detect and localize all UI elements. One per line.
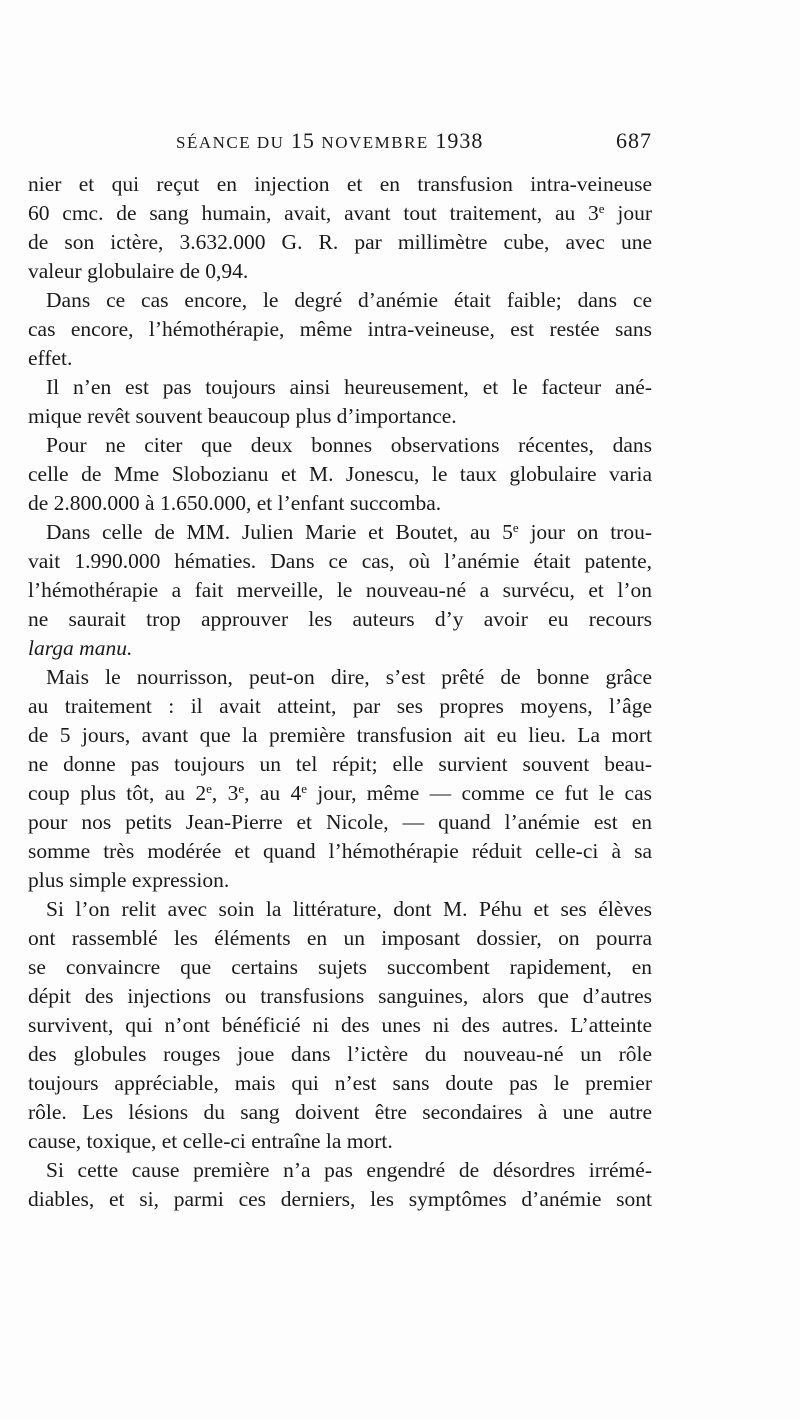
text-line: toujours appréciable, mais qui n’est sans doute pas le premier [28,1071,652,1095]
running-head [176,128,652,160]
superscript: e [206,781,212,796]
superscript: e [301,781,307,796]
running-title-month: NOVEMBRE [321,133,429,152]
italic-phrase: larga manu. [28,636,133,660]
running-title-year: 1938 [435,128,484,153]
text-line: rôle. Les lésions du sang doivent être secondaires à une autre [28,1100,652,1124]
text-segment: Dans celle de MM. Julien Marie et Boutet, au 5 [46,520,513,544]
text-line: nier et qui reçut en injection et en transfusion intra-veineuse [28,172,652,196]
body-text [28,170,652,1214]
text-line: Il n’en est pas toujours ainsi heureusement, et le facteur ané- [46,375,652,399]
text-line [28,199,652,228]
text-line: effet. [28,346,73,370]
text-segment: , 3 [211,781,239,805]
text-line: Pour ne citer que deux bonnes observations récentes, dans [46,433,652,457]
text-segment: jour [604,201,652,225]
text-line: l’hémothérapie a fait merveille, le nouveau-né a survécu, et l’on [28,578,652,602]
text-line: ont rassemblé les éléments en un imposant dossier, on pourra [28,926,652,950]
running-title-day: 15 [290,128,315,153]
text-line: Mais le nourrisson, peut-on dire, s’est prêté de bonne grâce [46,665,652,689]
text-line: mique revêt souvent beaucoup plus d’importance. [28,404,457,428]
text-line [28,634,652,663]
text-line: ne saurait trop approuver les auteurs d’y avoir eu recours [28,607,652,631]
text-line: diables, et si, parmi ces derniers, les symptômes d’anémie sont [28,1187,652,1211]
text-line: des globules rouges joue dans l’ictère du nouveau-né un rôle [28,1042,652,1066]
text-line: somme très modérée et quand l’hémothérapie réduit celle-ci à sa [28,839,652,863]
text-line: de 5 jours, avant que la première transfusion ait eu lieu. La mort [28,723,652,747]
superscript: e [598,201,605,216]
text-segment: jour, même — comme ce fut le cas [306,781,653,805]
text-line: au traitement : il avait atteint, par ses propres moyens, l’âge [28,694,652,718]
superscript: e [512,520,519,535]
text-line [28,779,652,808]
text-line: de son ictère, 3.632.000 G. R. par millimètre cube, avec une [28,230,652,254]
text-line: cause, toxique, et celle-ci entraîne la mort. [28,1129,393,1153]
text-line: pour nos petits Jean-Pierre et Nicole, — quand l’anémie est en [28,810,652,834]
text-line: dépit des injections ou transfusions sanguines, alors que d’autres [28,984,652,1008]
text-segment: 60 cmc. de sang humain, avait, avant tout traitement, au 3 [28,201,599,225]
text-line [28,518,652,547]
text-line: celle de Mme Slobozianu et M. Jonescu, le taux globulaire varia [28,462,652,486]
text-segment: , au 4 [244,781,302,805]
superscript: e [238,781,245,796]
text-line: de 2.800.000 à 1.650.000, et l’enfant succomba. [28,491,442,515]
text-line: se convaincre que certains sujets succombent rapidement, en [28,955,652,979]
text-line: cas encore, l’hémothérapie, même intra-veineuse, est restée sans [28,317,652,341]
text-line: Si cette cause première n’a pas engendré de désordres irrémé- [46,1158,652,1182]
text-segment: coup plus tôt, au 2 [28,781,207,805]
page-number: 687 [616,128,652,153]
text-line: Dans ce cas encore, le degré d’anémie était faible; dans ce [46,288,652,312]
text-segment: jour on trou- [518,520,652,544]
text-line: Si l’on relit avec soin la littérature, dont M. Péhu et ses élèves [46,897,652,921]
running-title-prefix: SÉANCE DU [176,133,285,152]
text-line: ne donne pas toujours un tel répit; elle survient souvent beau- [28,752,652,776]
text-line: valeur globulaire de 0,94. [28,259,249,283]
text-line: plus simple expression. [28,868,230,892]
running-title [176,128,483,154]
text-line: survivent, qui n’ont bénéficié ni des unes ni des autres. L’atteinte [28,1013,652,1037]
text-line: vait 1.990.000 hématies. Dans ce cas, où l’anémie était patente, [28,549,652,573]
